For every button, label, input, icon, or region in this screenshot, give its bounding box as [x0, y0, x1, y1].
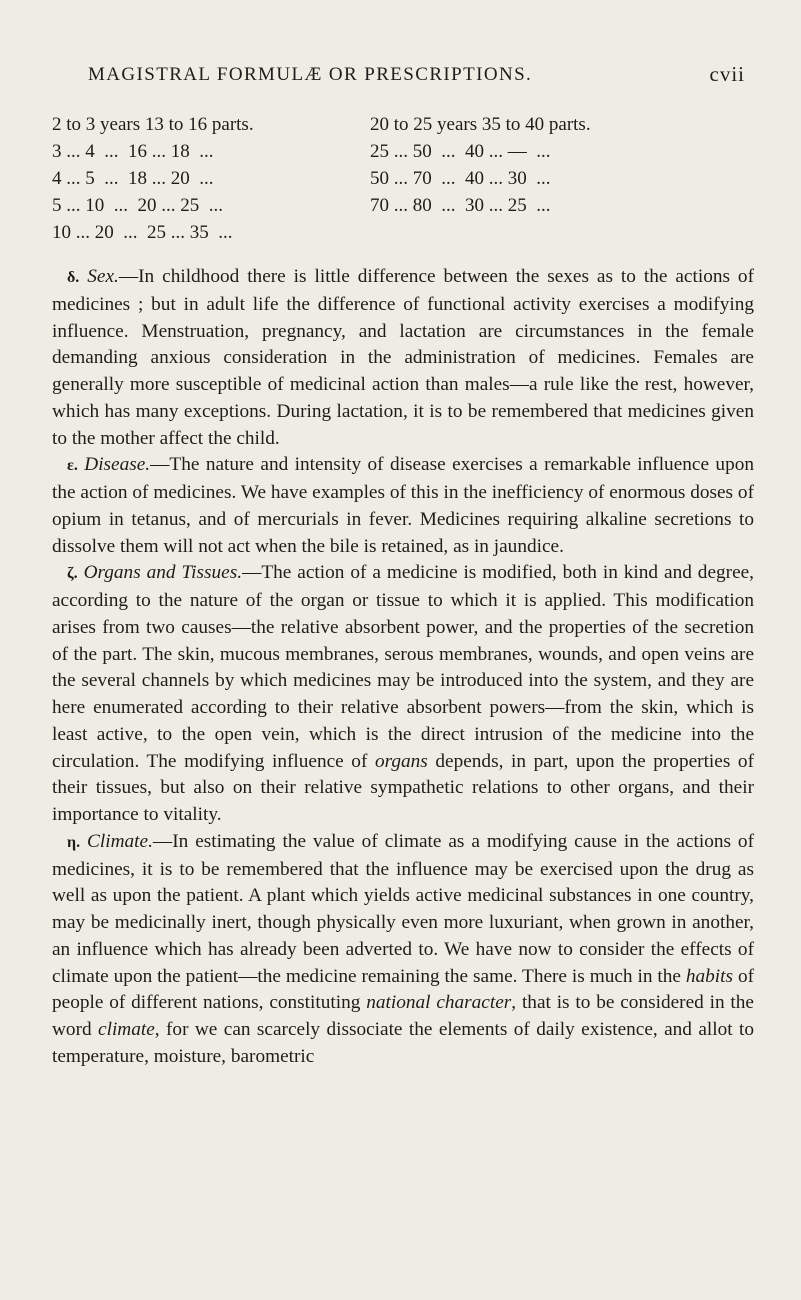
- paragraph-text: depends, in part, upon the properties of their tissues, but also on their relative sympathetic relations to other organs, and their importance to vitality.: [52, 750, 754, 825]
- paragraph-text: —In estimating the value of climate as a modifying cause in the actions of medicines, it is to be remembered that the influence may be exercised upon the drug as well as upon the patient. A plant which yields active medicinal substances in one country, may be medicinally inert, though physically even more luxuriant, when grown in another, an influence which has already been adverted to. We have now to consider the effects of climate upon the patient—the medicine remaining the same. There is much in the: [52, 830, 754, 987]
- table-cell: 5 ... 10 ... 20 ... 25 ...: [52, 195, 223, 216]
- table-row: [52, 195, 630, 222]
- italic-term: organs: [374, 750, 428, 772]
- paragraph-sex: [52, 264, 754, 452]
- paragraph-text: , that is to be considered in the word: [52, 992, 754, 1040]
- paragraph-text: —In childhood there is little difference between the sexes as to the actions of medicines ; but in adult life the difference of functional activity exercises a modifying influence. Menstruation, pregnancy, and lactation are circumstances in the female demanding anxious consideration in the administration of medicines. Females are generally more susceptible of medicinal action than males—a rule like the rest, however, which has many exceptions. During lactation, it is to be remembered that medicines given to the mother affect the child.: [52, 266, 754, 449]
- table-row: [52, 141, 630, 168]
- paragraph-text: —The action of a medicine is modified, both in kind and degree, according to the nature of the organ or tissue to which it is applied. This modification arises from two causes—the relative absorbent power, and the properties of the secretion of the part. The skin, mucous membranes, serous membranes, wounds, and open veins are the several channels by which medicines may be introduced into the system, and they are here enumerated according to their relative absorbent powers—from the skin, which is least active, to the open vein, which is the direct intrusion of the medicine into the circulation. The modifying influence of: [52, 562, 754, 772]
- table-cell: [370, 222, 630, 249]
- table-cell: 50 ... 70 ... 40 ... 30 ...: [370, 168, 551, 189]
- table-cell: 10 ... 20 ... 25 ... 35 ...: [52, 222, 233, 243]
- table-cell: 4 ... 5 ... 18 ... 20 ...: [52, 168, 214, 189]
- italic-term: climate: [98, 1019, 155, 1040]
- table-row: [52, 222, 630, 249]
- section-heading: Sex.: [87, 266, 119, 287]
- running-head: MAGISTRAL FORMULÆ OR PRESCRIPTIONS.: [88, 64, 533, 85]
- dosage-table: [52, 114, 630, 249]
- page-number: cvii: [709, 62, 745, 86]
- section-heading: Organs and Tissues.: [83, 562, 243, 584]
- paragraph-climate: [52, 829, 754, 1071]
- body-text: [52, 264, 754, 1071]
- italic-term: national character: [366, 992, 512, 1014]
- table-row: [52, 168, 630, 195]
- page-header: [0, 64, 801, 94]
- italic-term: habits: [685, 965, 734, 987]
- section-marker: η.: [67, 833, 81, 851]
- table-cell: 25 ... 50 ... 40 ... — ...: [370, 141, 551, 162]
- section-heading: Climate.: [87, 830, 153, 852]
- section-marker: ε.: [67, 457, 78, 475]
- section-marker: ζ.: [67, 565, 78, 583]
- section-marker: δ.: [67, 269, 80, 286]
- paragraph-text: , for we can scarcely dissociate the elements of daily existence, and allot to temperature, moisture, barometric: [52, 1019, 755, 1067]
- paragraph-disease: [52, 452, 754, 560]
- section-heading: Disease.: [84, 454, 151, 476]
- paragraph-text: —The nature and intensity of disease exercises a remarkable influence upon the action of medicines. We have examples of this in the inefficiency of enormous doses of opium in tetanus, and of mercurials in fever. Medicines requiring alkaline secretions to dissolve them will not act when the bile is retained, as in jaundice.: [52, 454, 754, 557]
- table-row: [52, 114, 630, 141]
- paragraph-text: of people of different nations, constituting: [52, 965, 755, 1014]
- table-cell: 3 ... 4 ... 16 ... 18 ...: [52, 141, 214, 162]
- table-cell: 20 to 25 years 35 to 40 parts.: [370, 114, 591, 135]
- paragraph-organs: [52, 560, 754, 829]
- table-cell: 2 to 3 years 13 to 16 parts.: [52, 114, 254, 135]
- table-cell: 70 ... 80 ... 30 ... 25 ...: [370, 195, 551, 216]
